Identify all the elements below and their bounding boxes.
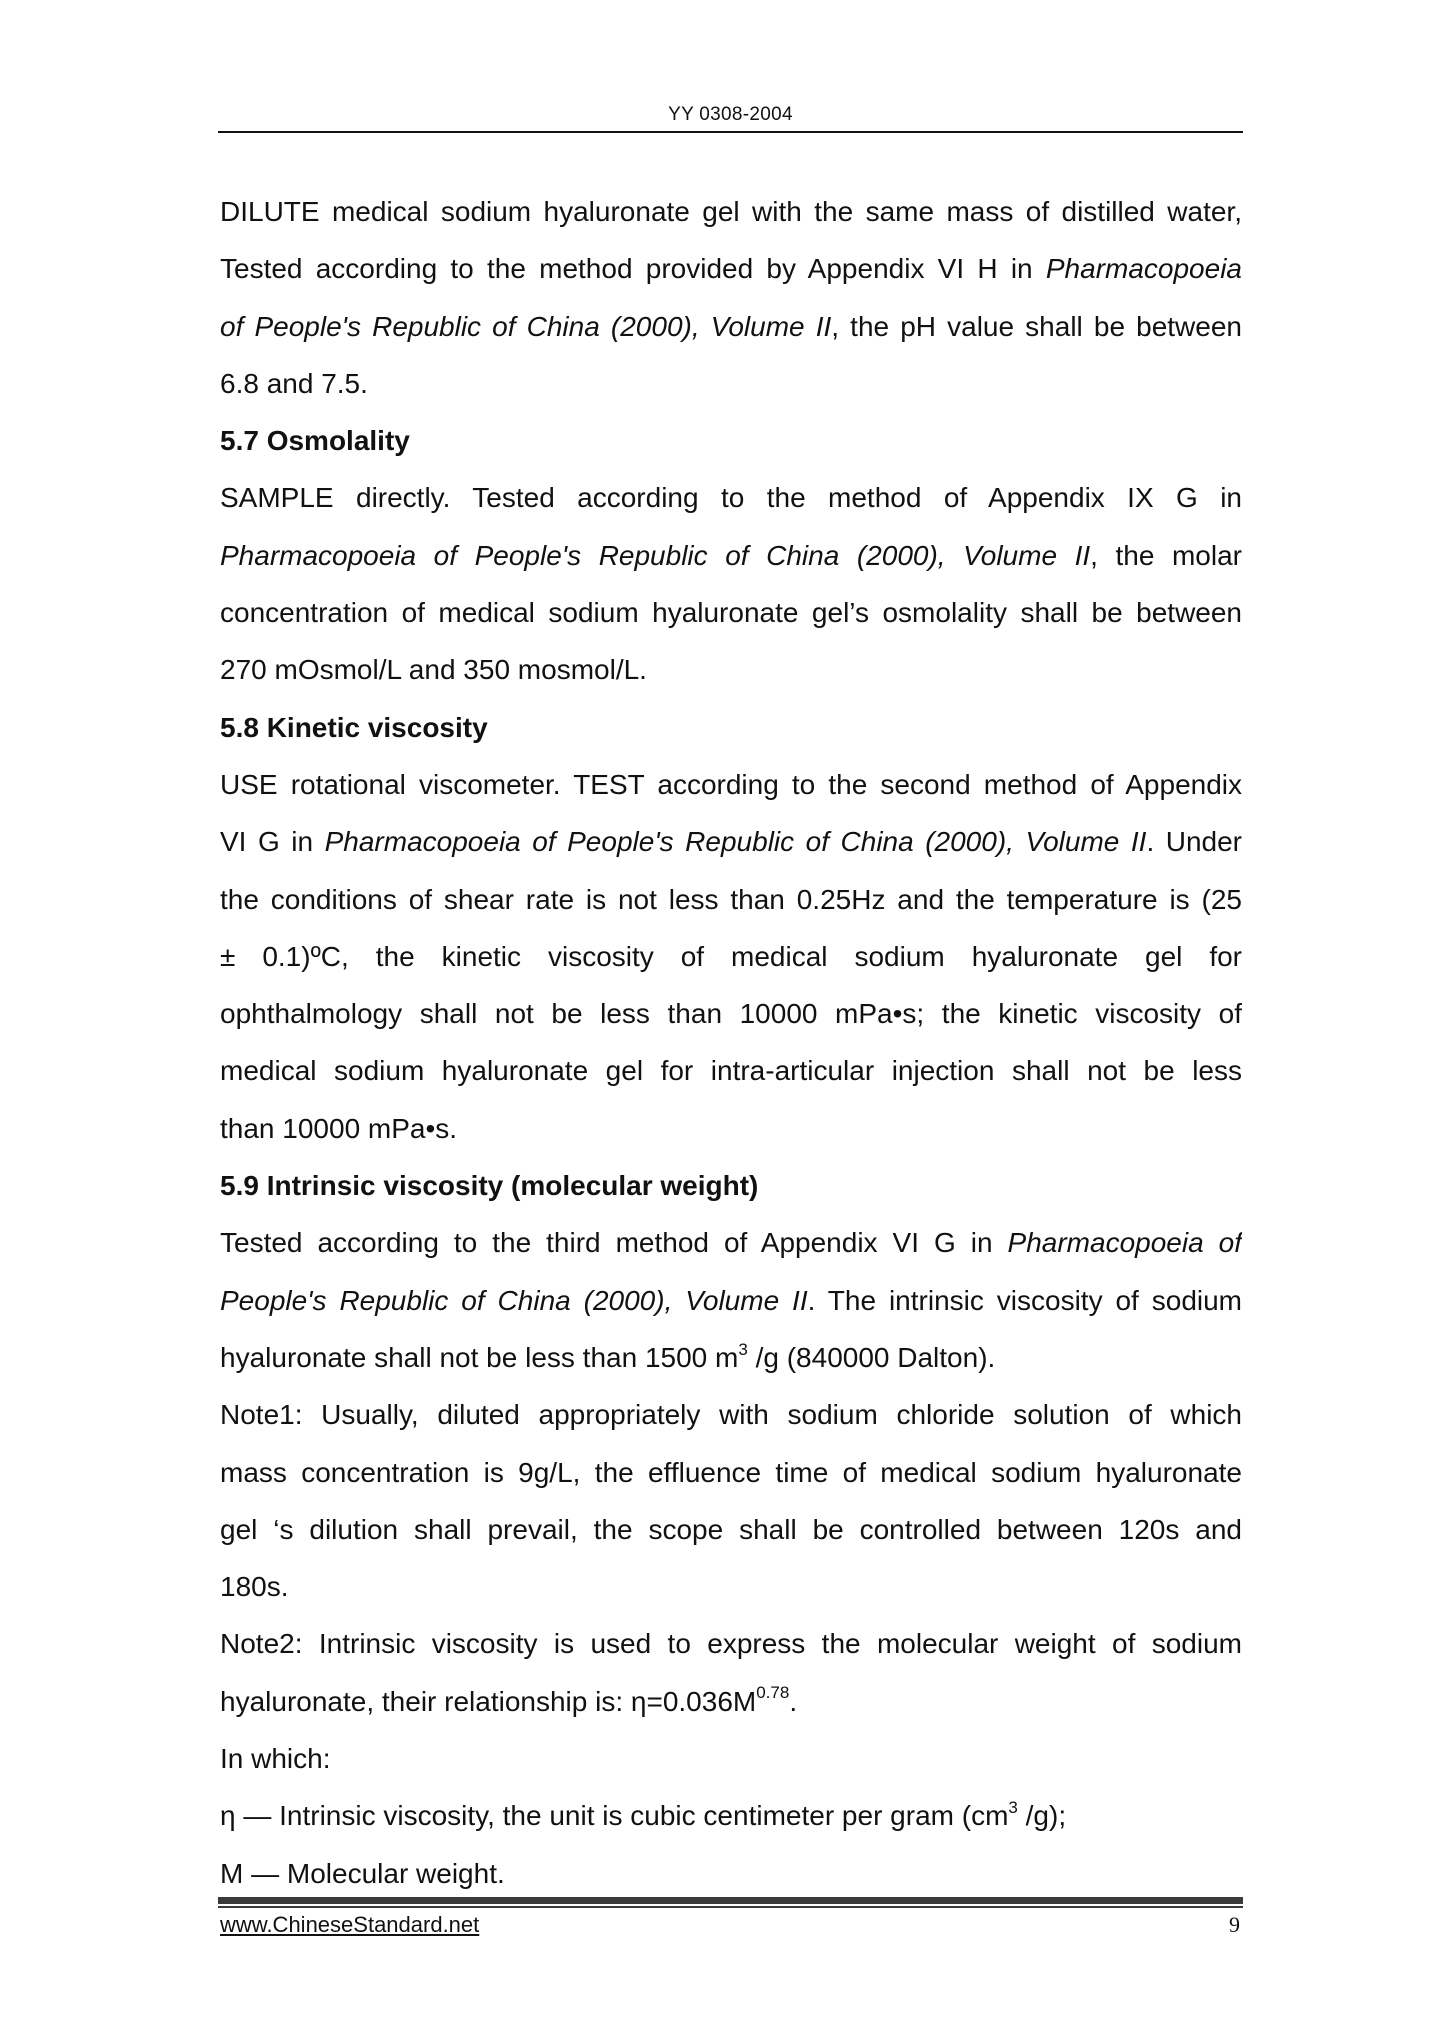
text-line: Tested according to the third method of Appendix VI G in Pharmacopoeia of — [220, 1227, 1242, 1259]
text-line: the conditions of shear rate is not less than 0.25Hz and the temperature is (25 — [220, 883, 1242, 915]
text-line: Note2: Intrinsic viscosity is used to express the molecular weight of sodium — [220, 1628, 1242, 1660]
text-line: hyaluronate shall not be less than 1500 $m^3$ /g (840000 Dalton). — [220, 1339, 996, 1373]
document-body — [220, 183, 1242, 1902]
section-5-7 — [220, 412, 1242, 698]
text-line: ± 0.1)ºC, the kinetic viscosity of medical sodium hyaluronate gel for — [220, 940, 1242, 972]
section-heading: 5.9 Intrinsic viscosity (molecular weight) — [220, 1170, 759, 1202]
text-line: People's Republic of China (2000), Volume II. The intrinsic viscosity of sodium — [220, 1284, 1242, 1316]
header-divider — [218, 131, 1243, 133]
footer-divider-thick — [218, 1897, 1243, 1904]
text-line: Tested according to the method provided by Appendix VI H in Pharmacopoeia — [220, 253, 1242, 285]
section-5-8 — [220, 699, 1242, 1157]
text-line: Pharmacopoeia of People's Republic of China (2000), Volume II, the molar — [220, 539, 1242, 571]
text-line: 180s. — [220, 1571, 289, 1603]
text-line: Note1: Usually, diluted appropriately with sodium chloride solution of which — [220, 1399, 1242, 1431]
text-line: VI G in Pharmacopoeia of People's Republic of China (2000), Volume II. Under — [220, 826, 1242, 858]
section-heading: 5.7 Osmolality — [220, 425, 410, 457]
text-line: DILUTE medical sodium hyaluronate gel with the same mass of distilled water, — [220, 196, 1242, 227]
note-2 — [220, 1615, 1242, 1730]
section-5-9 — [220, 1157, 1242, 1386]
definition-m: M — Molecular weight. — [220, 1857, 505, 1889]
page-number: 9 — [1229, 1912, 1240, 1937]
paragraph-ph-dilution — [220, 183, 1242, 412]
text-line: concentration of medical sodium hyaluronate gel’s osmolality shall be between — [220, 597, 1242, 629]
text-line: gel ‘s dilution shall prevail, the scope shall be controlled between 120s and — [220, 1513, 1242, 1545]
text-line: of People's Republic of China (2000), Volume II, the pH value shall be between — [220, 310, 1242, 342]
footer-divider-thin — [218, 1906, 1243, 1908]
document-header: YY 0308-2004 — [668, 104, 793, 125]
note-1 — [220, 1386, 1242, 1615]
text-line: medical sodium hyaluronate gel for intra-articular injection shall not be less — [220, 1055, 1242, 1087]
text-line: than 10000 mPa•s. — [220, 1112, 458, 1144]
text-line: ophthalmology shall not be less than 10000 mPa•s; the kinetic viscosity of — [220, 998, 1242, 1030]
in-which-label: In which: — [220, 1743, 331, 1775]
text-line: SAMPLE directly. Tested according to the method of Appendix IX G in — [220, 482, 1242, 514]
text-line: 270 mOsmol/L and 350 mosmol/L. — [220, 654, 647, 686]
footer-link[interactable]: www.ChineseStandard.net — [220, 1912, 480, 1937]
text-line: mass concentration is 9g/L, the effluence time of medical sodium hyaluronate — [220, 1456, 1242, 1488]
definition-eta: η — Intrinsic viscosity, the unit is cubic centimeter per gram ($cm^3$ /g); — [220, 1797, 1067, 1832]
text-line: 6.8 and 7.5. — [220, 367, 368, 399]
text-line: USE rotational viscometer. TEST according to the second method of Appendix — [220, 768, 1242, 800]
section-heading: 5.8 Kinetic viscosity — [220, 711, 488, 743]
text-line: hyaluronate, their relationship is: $\eta=0.036M^{0.78}$. — [220, 1683, 798, 1717]
